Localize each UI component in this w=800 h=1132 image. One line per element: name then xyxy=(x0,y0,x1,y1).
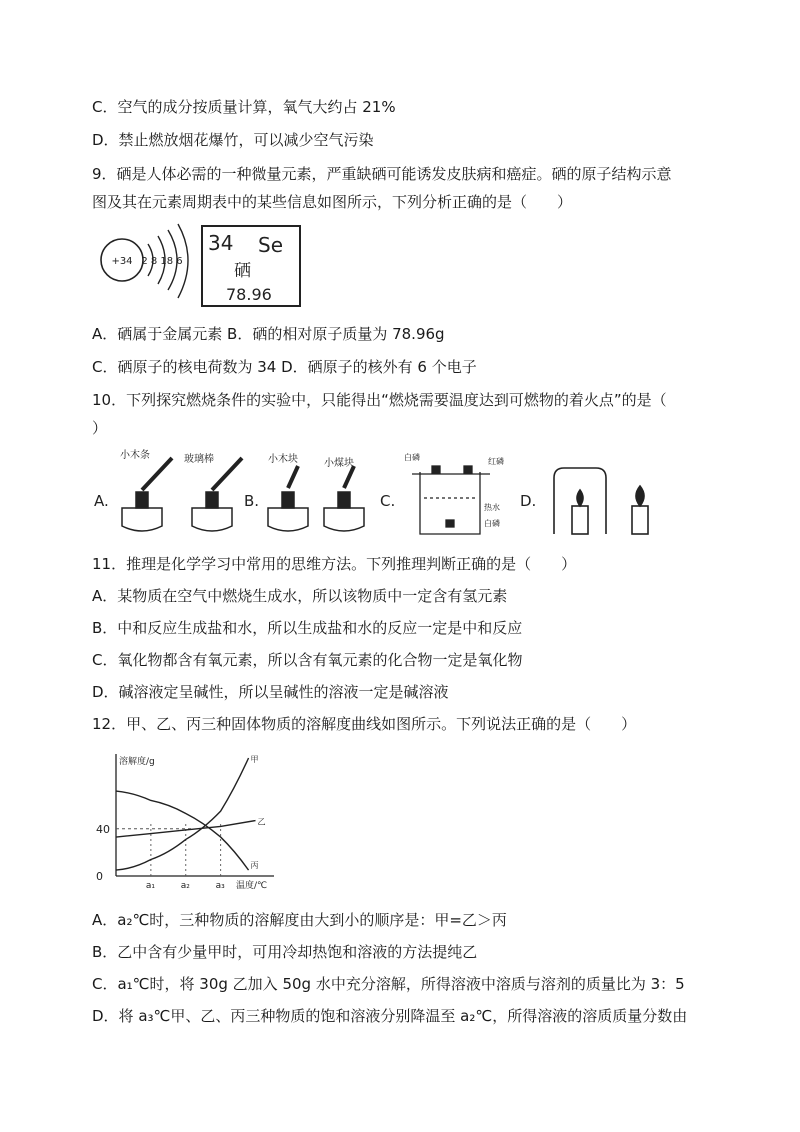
b-right-label: 小煤块 xyxy=(324,458,354,469)
candle-covered xyxy=(572,506,588,534)
q11-option-a: A．某物质在空气中燃烧生成水，所以该物质中一定含有氢元素 xyxy=(92,587,508,605)
q11-option-c: C．氧化物都含有氧元素，所以含有氧元素的化合物一定是氧化物 xyxy=(92,651,523,669)
lamp-a2 xyxy=(192,508,232,531)
flame-open xyxy=(636,486,644,506)
q12-option-c: C．a₁℃时，将 30g 乙加入 50g 水中充分溶解，所得溶液中溶质与溶剂的质量比为 3：5 xyxy=(92,975,685,993)
q10-figure xyxy=(92,448,692,540)
solubility-chart xyxy=(88,748,278,900)
q9-options-ab: A．硒属于金属元素 B．硒的相对原子质量为 78.96g xyxy=(92,325,445,343)
q8-option-d: D．禁止燃放烟花爆竹，可以减少空气污染 xyxy=(92,131,374,149)
q9-stem-line1: 9．硒是人体必需的一种微量元素，严重缺硒可能诱发皮肤病和癌症。硒的原子结构示意 xyxy=(92,165,672,183)
element-name: 硒 xyxy=(234,261,251,281)
q11-option-b: B．中和反应生成盐和水，所以生成盐和水的反应一定是中和反应 xyxy=(92,619,523,637)
experiment-c xyxy=(412,466,490,534)
c-white-bottom-label: 白磷 xyxy=(484,519,500,528)
series-label-丙: 丙 xyxy=(250,861,259,871)
experiment-d xyxy=(554,468,648,534)
lamp-a1 xyxy=(122,508,162,531)
b-left-label: 小木块 xyxy=(268,454,298,465)
shell-electrons: 2 8 18 6 xyxy=(141,256,183,267)
q10-label-c: C. xyxy=(380,492,396,510)
q10-stem-line1: 10．下列探究燃烧条件的实验中，只能得出“燃烧需要温度达到可燃物的着火点”的是（ xyxy=(92,391,667,409)
y-tick-label: 40 xyxy=(96,822,110,836)
stick-b1 xyxy=(288,466,298,488)
q8-option-c: C．空气的成分按质量计算，氧气大约占 21% xyxy=(92,98,396,116)
x-tick-label: a₃ xyxy=(215,881,225,891)
element-symbol: Se xyxy=(258,233,283,257)
a-left-label: 小木条 xyxy=(120,450,150,461)
y-tick-label: 0 xyxy=(96,870,103,883)
experiment-a xyxy=(122,458,242,531)
q9-stem-line2: 图及其在元素周期表中的某些信息如图所示，下列分析正确的是（ ） xyxy=(92,193,573,211)
stick-a2 xyxy=(212,458,242,490)
white-phosphorus-top xyxy=(432,466,440,473)
combustion-experiments xyxy=(92,448,692,540)
a-right-label: 玻璃棒 xyxy=(184,454,214,465)
c-hot-water-label: 热水 xyxy=(484,503,500,512)
q10-label-b: B. xyxy=(244,492,260,510)
c-red-label: 红磷 xyxy=(488,457,504,466)
q12-option-d: D．将 a₃℃甲、乙、丙三种物质的饱和溶液分别降温至 a₂℃，所得溶液的溶质质量分数由 xyxy=(92,1007,688,1025)
x-tick-label: a₂ xyxy=(180,881,190,891)
series-label-乙: 乙 xyxy=(257,817,266,827)
q10-label-a: A. xyxy=(94,492,109,510)
q12-option-b: B．乙中含有少量甲时，可用冷却热饱和溶液的方法提纯乙 xyxy=(92,943,478,961)
series-label-甲: 甲 xyxy=(250,755,259,764)
lamp-b2-neck xyxy=(338,492,350,508)
selenium-figure xyxy=(98,222,308,312)
c-white-top-label: 白磷 xyxy=(404,453,420,462)
flame-covered xyxy=(577,490,583,506)
red-phosphorus xyxy=(464,466,472,473)
atom-diagram xyxy=(98,222,308,312)
element-mass: 78.96 xyxy=(226,285,272,304)
x-axis-label: 温度/℃ xyxy=(236,881,268,891)
experiment-b xyxy=(268,466,364,531)
q11-option-d: D．碱溶液定呈碱性，所以呈碱性的溶液一定是碱溶液 xyxy=(92,683,449,701)
stick-b2 xyxy=(344,466,354,488)
q11-stem: 11．推理是化学学习中常用的思维方法。下列推理判断正确的是（ ） xyxy=(92,555,577,573)
lamp-b1-neck xyxy=(282,492,294,508)
q9-options-cd: C．硒原子的核电荷数为 34 D．硒原子的核外有 6 个电子 xyxy=(92,358,477,376)
stick-a1 xyxy=(142,458,172,490)
lamp-a1-neck xyxy=(136,492,148,508)
nucleus-charge: +34 xyxy=(111,256,133,267)
q10-label-d: D. xyxy=(520,492,537,510)
candle-open xyxy=(632,506,648,534)
q10-stem-line2: ） xyxy=(92,419,108,437)
q12-option-a: A．a₂℃时，三种物质的溶解度由大到小的顺序是：甲=乙＞丙 xyxy=(92,911,507,929)
series-line-甲 xyxy=(116,758,249,870)
lamp-b2 xyxy=(324,508,364,531)
solubility-chart-svg xyxy=(88,748,278,900)
y-axis-label: 溶解度/g xyxy=(119,757,155,767)
lamp-a2-neck xyxy=(206,492,218,508)
q12-stem: 12．甲、乙、丙三种固体物质的溶解度曲线如图所示。下列说法正确的是（ ） xyxy=(92,715,637,733)
lamp-b1 xyxy=(268,508,308,531)
white-phosphorus-bottom xyxy=(446,520,454,527)
element-number: 34 xyxy=(208,231,234,255)
x-tick-label: a₁ xyxy=(145,881,156,891)
